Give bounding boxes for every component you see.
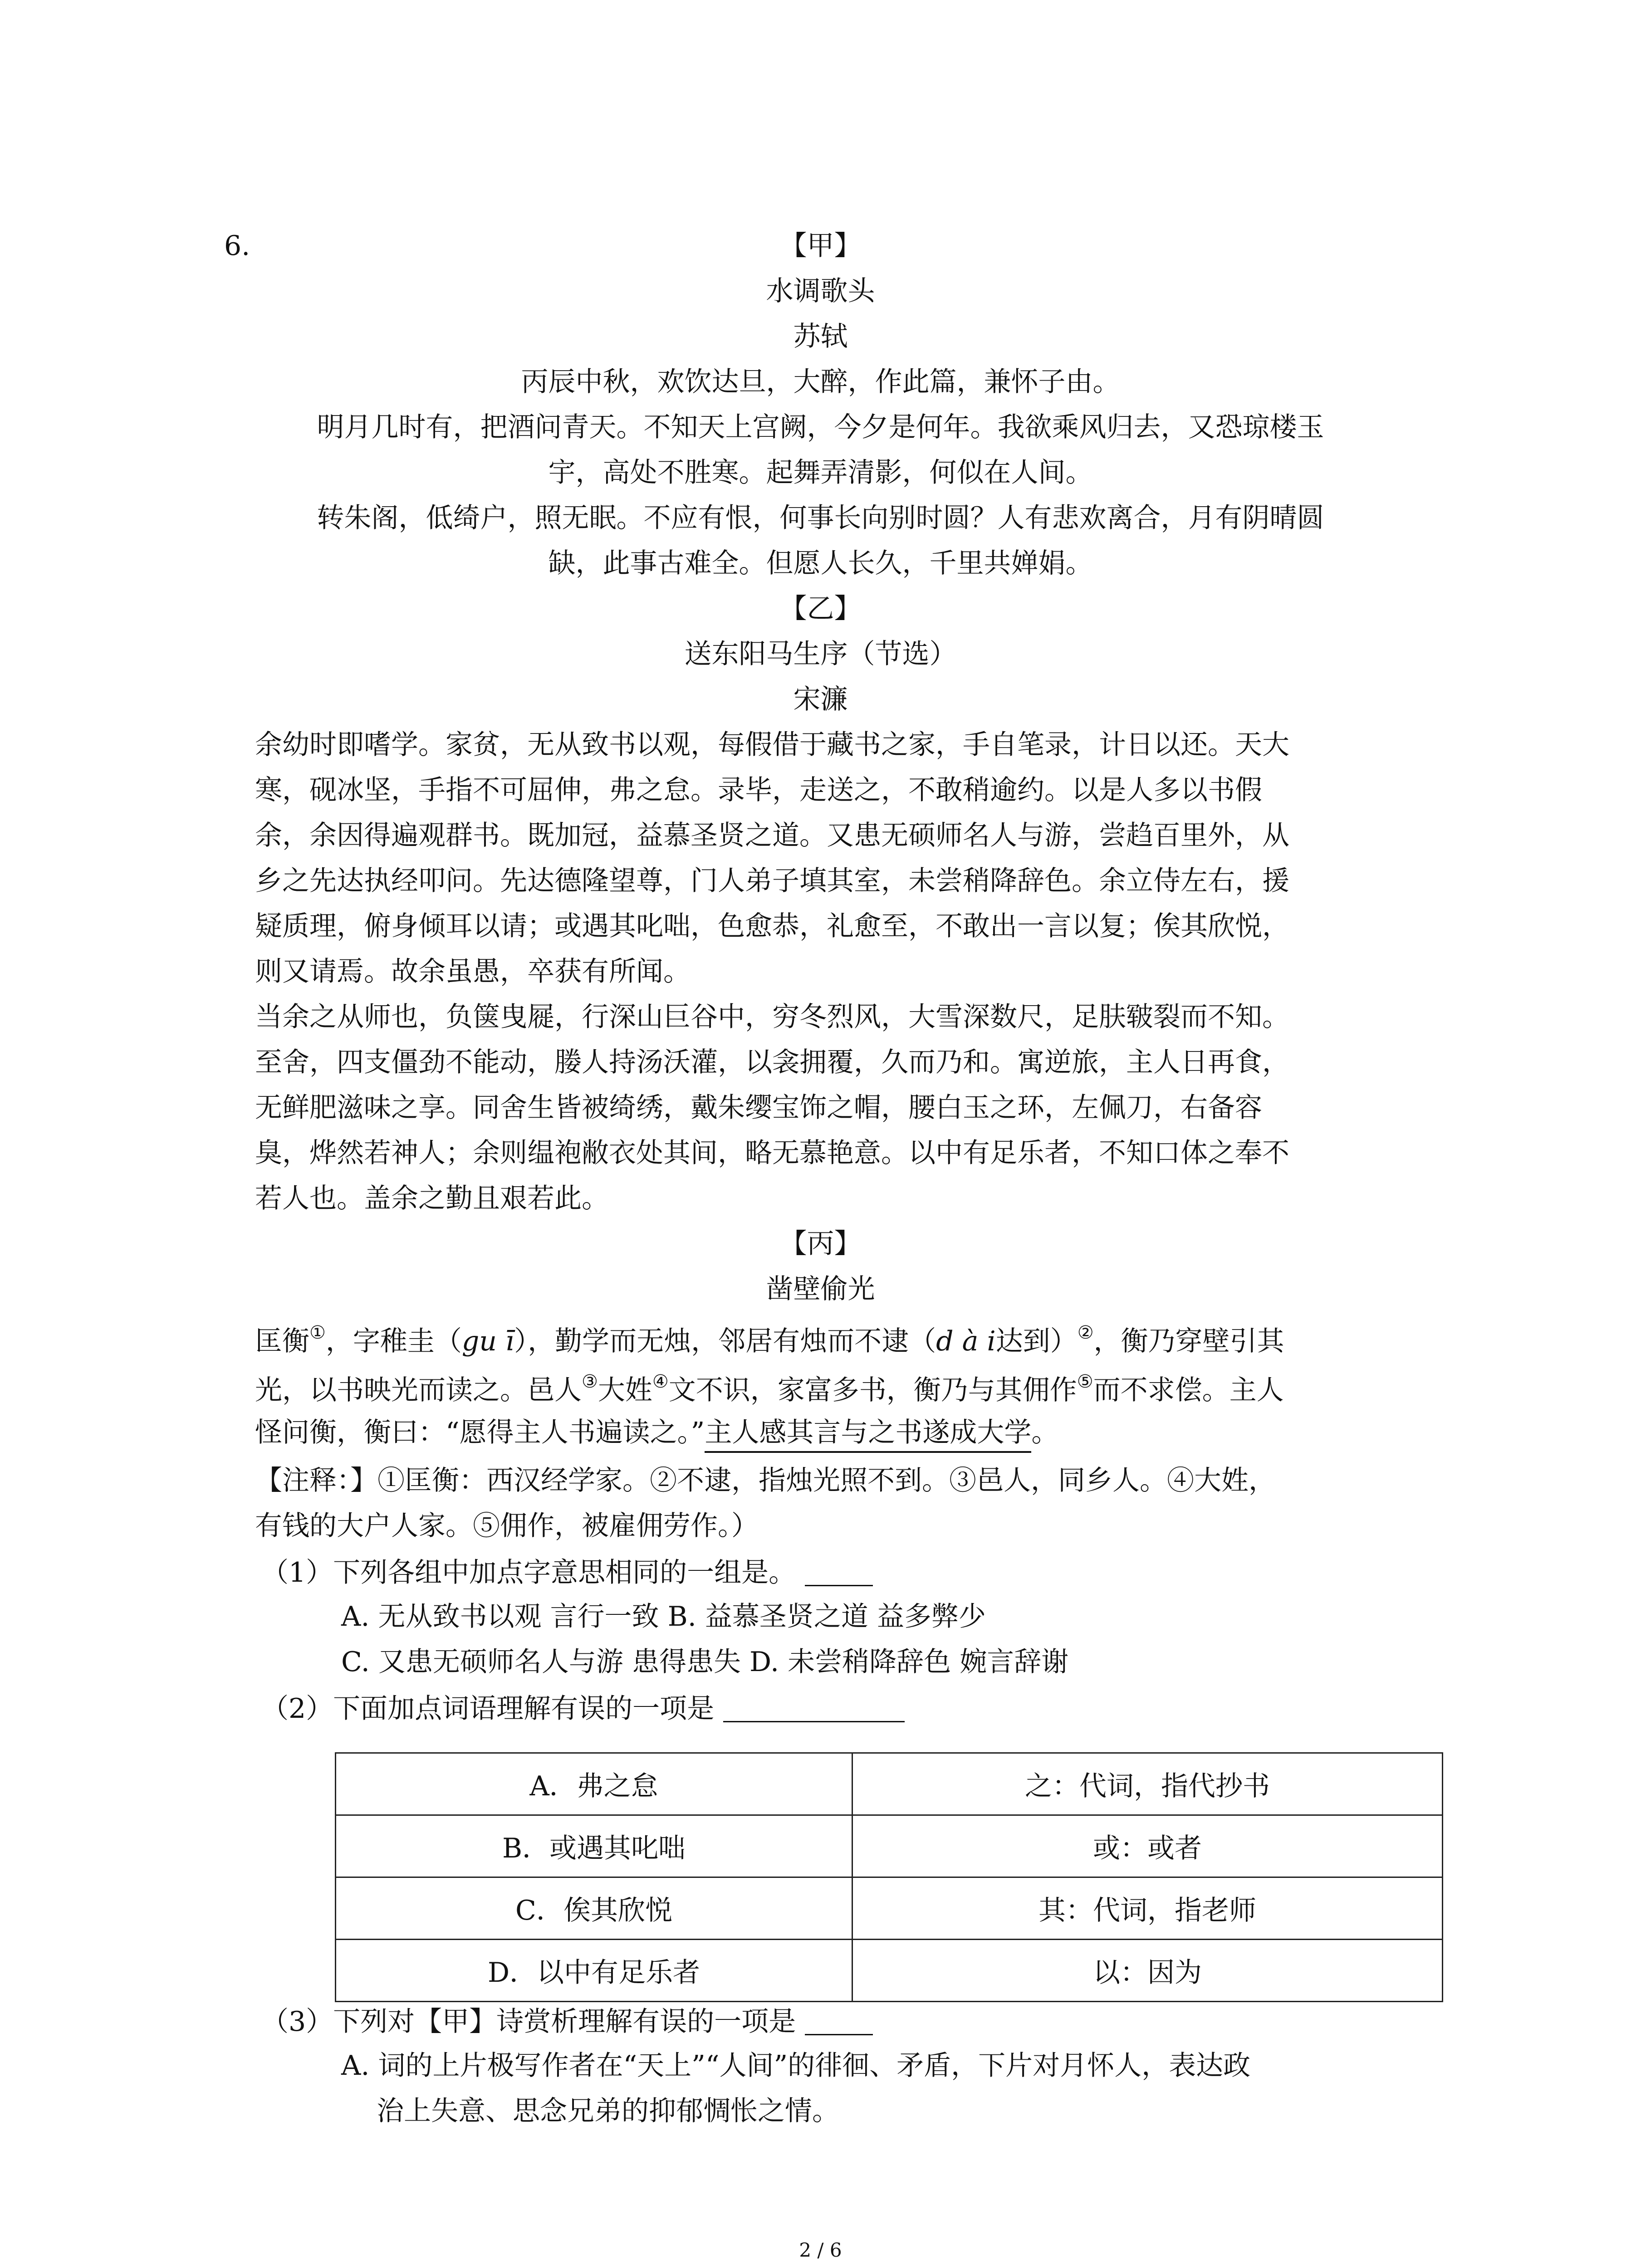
story-line: 匡衡①，字稚圭（gu ī），勤学而无烛，邻居有烛而不逮（d à i达到）②，衡乃穿壁引其 bbox=[255, 1322, 1284, 1357]
essay-line: 疑质理，俯身倾耳以请；或遇其叱咄，色愈恭，礼愈至，不敢出一言以复；俟其欣悦， bbox=[255, 910, 1289, 942]
question-2-stem: （2）下面加点词语理解有误的一项是 bbox=[261, 1694, 905, 1722]
poem-title: 水调歌头 bbox=[766, 275, 875, 307]
essay-line: 当余之从师也，负箧曳屣，行深山巨谷中，穷冬烈风，大雪深数尺，足肤皲裂而不知。 bbox=[255, 1001, 1289, 1033]
table-cell: B．或遇其叱咄 bbox=[336, 1815, 852, 1877]
question-1-stem: （1）下列各组中加点字意思相同的一组是。 bbox=[261, 1558, 873, 1586]
options-table bbox=[335, 1752, 1443, 2002]
essay-line: 至舍，四支僵劲不能动，媵人持汤沃灌，以衾拥覆，久而乃和。寓逆旅，主人日再食， bbox=[255, 1046, 1289, 1078]
page-number: 2 / 6 bbox=[799, 2239, 842, 2261]
answer-blank[interactable] bbox=[723, 1694, 905, 1722]
essay-author: 宋濂 bbox=[793, 684, 848, 715]
footnote-ref: ⑤ bbox=[1077, 1371, 1093, 1392]
annotation: 有钱的大户人家。⑤佣作，被雇佣劳作。） bbox=[255, 1510, 759, 1542]
question-3-stem: （3）下列对【甲】诗赏析理解有误的一项是 bbox=[261, 2007, 873, 2035]
poem-line: 明月几时有，把酒问青天。不知天上宫阙，今夕是何年。我欲乘风归去，又恐琼楼玉 bbox=[317, 411, 1324, 443]
section-marker-jia: 【甲】 bbox=[779, 230, 862, 262]
poem-line: 缺，此事古难全。但愿人长久，千里共婵娟。 bbox=[548, 547, 1093, 579]
essay-line: 则又请焉。故余虽愚，卒获有所闻。 bbox=[255, 956, 691, 987]
question-1-options: A. 无从致书以观 言行一致 B. 益慕圣贤之道 益多弊少 bbox=[341, 1601, 986, 1633]
essay-line: 余幼时即嗜学。家贫，无从致书以观，每假借于藏书之家，手自笔录，计日以还。天大 bbox=[255, 729, 1289, 761]
essay-line: 若人也。盖余之勤且艰若此。 bbox=[255, 1183, 609, 1214]
story-line: 怪问衡，衡曰：“愿得主人书遍读之。”主人感其言与之书遂成大学。 bbox=[255, 1419, 1058, 1446]
underlined-sentence: 主人感其言与之书遂成大学 bbox=[705, 1417, 1031, 1453]
poem-line: 转朱阁，低绮户，照无眠。不应有恨，何事长向别时圆？人有悲欢离合，月有阴晴圆 bbox=[317, 502, 1324, 534]
table-row bbox=[336, 1940, 1443, 2002]
section-marker-bing: 【丙】 bbox=[779, 1228, 862, 1260]
question-3-option: 治上失意、思念兄弟的抑郁惆怅之情。 bbox=[377, 2095, 839, 2127]
pinyin: d à i bbox=[936, 1325, 996, 1357]
table-cell: 或：或者 bbox=[852, 1815, 1443, 1877]
story-title: 凿壁偷光 bbox=[766, 1273, 875, 1305]
footnote-ref: ③ bbox=[582, 1371, 598, 1392]
table-cell: 其：代词，指老师 bbox=[852, 1877, 1443, 1940]
footnote-ref: ① bbox=[309, 1322, 326, 1343]
annotation: 【注释：】①匡衡：西汉经学家。②不逮，指烛光照不到。③邑人，同乡人。④大姓， bbox=[255, 1465, 1276, 1496]
table-row bbox=[336, 1753, 1443, 1815]
table-cell: 以：因为 bbox=[852, 1940, 1443, 2002]
answer-blank[interactable] bbox=[805, 1558, 873, 1586]
question-3-option: A. 词的上片极写作者在“天上”“人间”的徘徊、矛盾，下片对月怀人，表达政 bbox=[341, 2050, 1251, 2082]
story-line: 光，以书映光而读之。邑人③大姓④文不识，家富多书，衡乃与其佣作⑤而不求偿。主人 bbox=[255, 1371, 1284, 1406]
table-cell: 之：代词，指代抄书 bbox=[852, 1753, 1443, 1815]
table-cell: D．以中有足乐者 bbox=[336, 1940, 852, 2002]
table-row bbox=[336, 1877, 1443, 1940]
pinyin: gu ī bbox=[461, 1325, 514, 1357]
table-row bbox=[336, 1815, 1443, 1877]
poem-author: 苏轼 bbox=[793, 321, 848, 352]
essay-line: 寒，砚冰坚，手指不可屈伸，弗之怠。录毕，走送之，不敢稍逾约。以是人多以书假 bbox=[255, 774, 1262, 806]
essay-line: 乡之先达执经叩问。先达德隆望尊，门人弟子填其室，未尝稍降辞色。余立侍左右，援 bbox=[255, 865, 1289, 897]
essay-title: 送东阳马生序（节选） bbox=[684, 638, 957, 670]
poem-line: 宇，高处不胜寒。起舞弄清影，何似在人间。 bbox=[548, 457, 1093, 489]
section-marker-yi: 【乙】 bbox=[779, 593, 862, 625]
essay-line: 无鲜肥滋味之享。同舍生皆被绮绣，戴朱缨宝饰之帽，腰白玉之环，左佩刀，右备容 bbox=[255, 1092, 1262, 1124]
table-cell: C．俟其欣悦 bbox=[336, 1877, 852, 1940]
answer-blank[interactable] bbox=[805, 2007, 873, 2035]
poem-preface: 丙辰中秋，欢饮达旦，大醉，作此篇，兼怀子由。 bbox=[521, 366, 1120, 398]
essay-line: 臭，烨然若神人；余则缊袍敝衣处其间，略无慕艳意。以中有足乐者，不知口体之奉不 bbox=[255, 1137, 1289, 1169]
footnote-ref: ② bbox=[1077, 1322, 1094, 1343]
question-number: 6. bbox=[224, 230, 250, 262]
table-cell: A．弗之怠 bbox=[336, 1753, 852, 1815]
essay-line: 余，余因得遍观群书。既加冠，益慕圣贤之道。又患无硕师名人与游，尝趋百里外，从 bbox=[255, 820, 1289, 851]
question-1-options: C. 又患无硕师名人与游 患得患失 D. 未尝稍降辞色 婉言辞谢 bbox=[341, 1646, 1069, 1678]
footnote-ref: ④ bbox=[652, 1371, 669, 1392]
